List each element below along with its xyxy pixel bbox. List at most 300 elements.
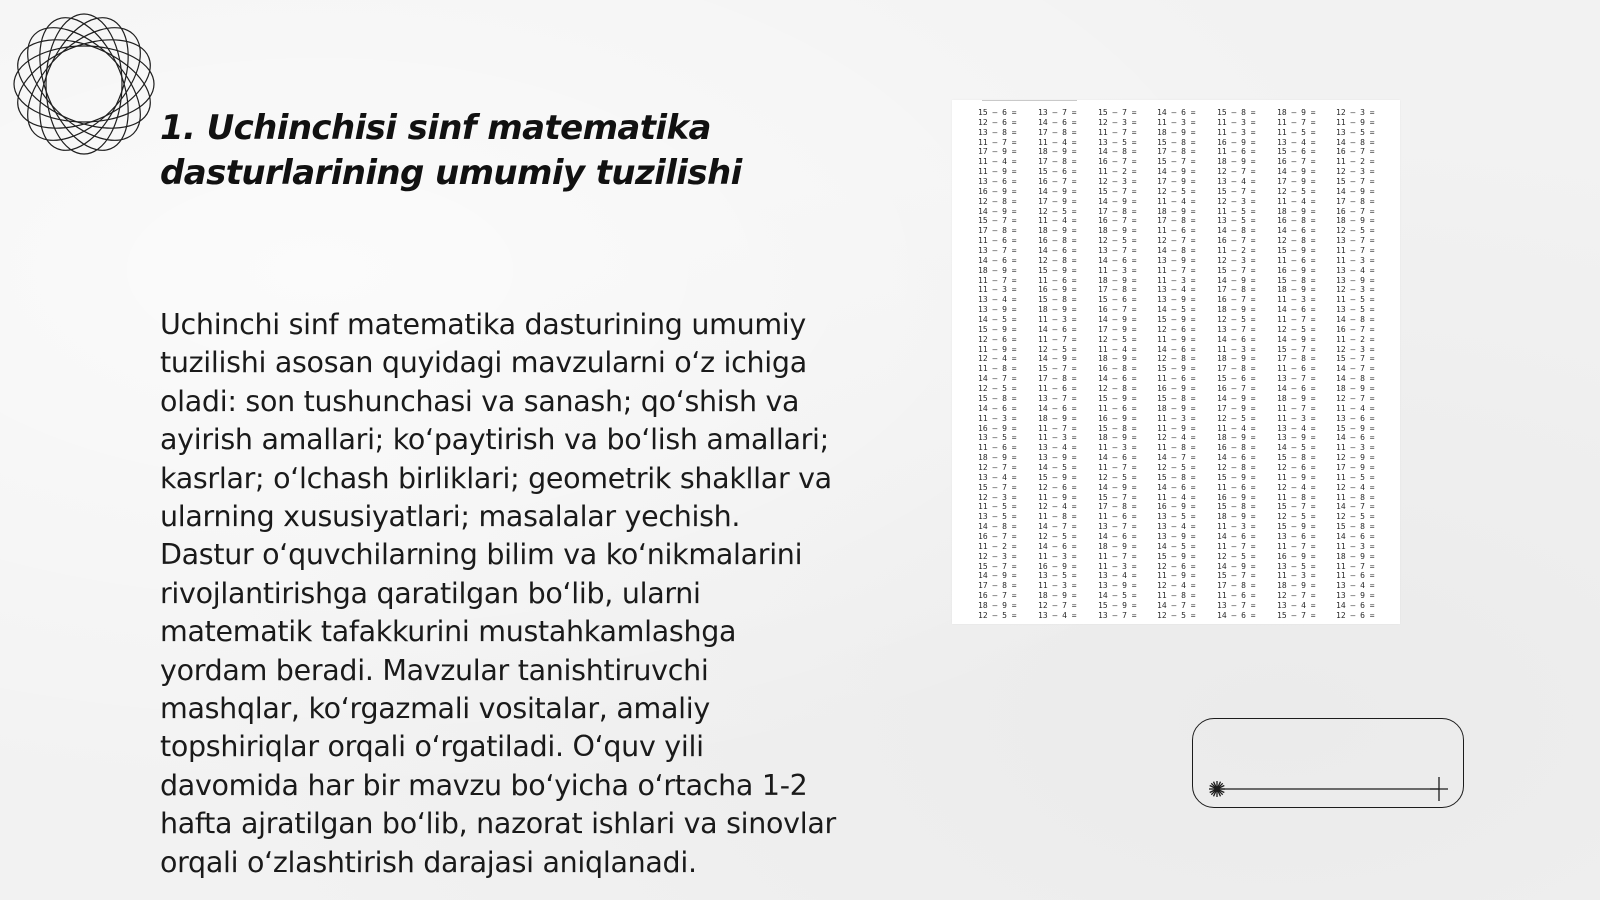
worksheet-problem: 14 – 9 = [1038,186,1077,196]
worksheet-problem: 12 – 5 = [1098,334,1137,344]
worksheet-problem: 11 – 4 = [1157,492,1196,502]
worksheet-problem: 11 – 4 = [1336,403,1375,413]
worksheet-problem: 17 – 9 = [1038,196,1077,206]
worksheet-problem: 11 – 6 = [1217,482,1256,492]
worksheet-problem: 11 – 9 = [1336,117,1375,127]
worksheet-problem: 12 – 8 = [1038,255,1077,265]
worksheet-problem: 12 – 3 = [1217,255,1256,265]
worksheet-problem: 12 – 3 = [1336,108,1375,117]
worksheet-problem: 15 – 7 = [1336,354,1375,364]
worksheet-problem: 11 – 4 = [1038,137,1077,147]
worksheet-problem: 11 – 6 = [1098,512,1137,522]
worksheet-problem: 13 – 5 = [978,512,1017,522]
worksheet-problem: 15 – 9 = [1336,423,1375,433]
worksheet-problem: 15 – 8 = [1277,453,1316,463]
worksheet-problem: 13 – 4 = [1336,265,1375,275]
worksheet-problem: 16 – 9 = [1098,413,1137,423]
worksheet-problem: 14 – 6 = [1038,117,1077,127]
worksheet-problem: 11 – 6 = [1038,384,1077,394]
worksheet-problem: 12 – 3 = [1098,177,1137,187]
worksheet-problem: 14 – 7 = [978,374,1017,384]
worksheet-problem: 11 – 7 = [1217,541,1256,551]
worksheet-problem: 18 – 9 = [1157,403,1196,413]
worksheet-problem: 14 – 6 = [1277,226,1316,236]
worksheet-problem: 16 – 8 = [1217,443,1256,453]
worksheet-problem: 11 – 8 = [1038,512,1077,522]
worksheet-problem: 13 – 4 = [1336,581,1375,591]
worksheet-problem: 15 – 7 = [1336,177,1375,187]
worksheet-problem: 11 – 4 = [1098,344,1137,354]
worksheet-problem: 11 – 4 = [978,157,1017,167]
worksheet-problem: 12 – 3 = [1336,344,1375,354]
worksheet-problem: 13 – 5 = [1277,561,1316,571]
worksheet-problem: 14 – 6 = [1157,344,1196,354]
worksheet-problem: 11 – 7 = [1038,423,1077,433]
worksheet-problem: 15 – 7 = [1277,610,1316,620]
worksheet-problem: 14 – 6 = [1157,108,1196,117]
worksheet-problem: 11 – 5 = [1336,472,1375,482]
worksheet-problem: 14 – 5 = [1157,305,1196,315]
worksheet-problem: 15 – 9 = [978,324,1017,334]
worksheet-column [1098,108,1154,621]
worksheet-problem: 14 – 6 = [1277,384,1316,394]
worksheet-problem: 15 – 8 = [978,393,1017,403]
worksheet-problem: 14 – 6 = [1336,600,1375,610]
worksheet-problem: 17 – 9 = [1157,177,1196,187]
worksheet-problem: 17 – 8 = [1038,127,1077,137]
worksheet-problem: 14 – 9 = [1098,315,1137,325]
worksheet-problem: 14 – 9 = [1217,561,1256,571]
worksheet-problem: 11 – 4 = [1277,196,1316,206]
worksheet-problem: 15 – 9 = [1277,522,1316,532]
worksheet-problem: 14 – 7 = [1157,600,1196,610]
worksheet-problem: 11 – 8 = [1277,492,1316,502]
worksheet-problem: 17 – 8 = [1277,354,1316,364]
worksheet-problem: 12 – 6 = [1336,610,1375,620]
worksheet-problem: 14 – 8 = [1098,147,1137,157]
worksheet-problem: 18 – 9 = [1038,305,1077,315]
worksheet-problem: 13 – 9 = [1157,255,1196,265]
worksheet-problem: 11 – 2 = [978,541,1017,551]
worksheet-problem: 14 – 6 = [1098,255,1137,265]
worksheet-problem: 11 – 3 = [1038,581,1077,591]
worksheet-problem: 16 – 7 = [1098,216,1137,226]
worksheet-problem: 15 – 9 = [1038,472,1077,482]
worksheet-problem: 16 – 7 = [1277,157,1316,167]
worksheet-problem: 14 – 8 = [1336,315,1375,325]
worksheet-problem: 12 – 3 = [1098,117,1137,127]
worksheet-problem: 11 – 3 = [1217,127,1256,137]
worksheet-problem: 15 – 9 = [1157,364,1196,374]
worksheet-problem: 16 – 7 = [1217,295,1256,305]
worksheet-problem: 15 – 9 = [1217,472,1256,482]
worksheet-problem: 17 – 8 = [978,581,1017,591]
worksheet-problem: 15 – 9 = [1157,315,1196,325]
worksheet-problem: 15 – 8 = [1038,295,1077,305]
worksheet-problem: 14 – 7 = [1336,364,1375,374]
worksheet-problem: 11 – 5 = [1336,295,1375,305]
worksheet-problem: 15 – 9 = [1098,600,1137,610]
worksheet-problem: 15 – 7 = [1217,571,1256,581]
worksheet-problem: 11 – 3 = [978,285,1017,295]
worksheet-problem: 12 – 5 = [1217,413,1256,423]
worksheet-problem: 17 – 9 = [1098,324,1137,334]
worksheet-problem: 18 – 9 = [1038,226,1077,236]
worksheet-problem: 15 – 7 = [978,216,1017,226]
worksheet-problem: 13 – 4 = [1277,423,1316,433]
worksheet-problem: 15 – 9 = [1277,246,1316,256]
worksheet-problem: 11 – 6 = [978,236,1017,246]
worksheet-problem: 11 – 2 = [1336,157,1375,167]
worksheet-problem: 13 – 4 = [1098,571,1137,581]
worksheet-problem: 17 – 8 = [1098,285,1137,295]
worksheet-problem: 13 – 9 = [1038,453,1077,463]
worksheet-problem: 17 – 8 = [1217,364,1256,374]
worksheet-problem: 12 – 7 = [1217,167,1256,177]
worksheet-problem: 14 – 5 = [978,315,1017,325]
worksheet-problem: 11 – 7 = [1098,551,1137,561]
worksheet-problem: 18 – 9 = [1098,275,1137,285]
worksheet-problem: 14 – 6 = [978,403,1017,413]
worksheet-problem: 15 – 7 = [1217,186,1256,196]
worksheet-problem: 14 – 6 = [1217,334,1256,344]
worksheet-problem: 18 – 9 = [1098,226,1137,236]
worksheet-problem: 12 – 5 = [1217,315,1256,325]
worksheet-problem: 14 – 6 = [1038,403,1077,413]
worksheet-problem: 14 – 8 = [1336,137,1375,147]
worksheet-problem: 16 – 7 = [1098,305,1137,315]
worksheet-problem: 15 – 8 = [1277,275,1316,285]
starburst-icon [1209,781,1225,797]
worksheet-problem: 11 – 5 = [1277,127,1316,137]
worksheet-problem: 18 – 9 = [1277,108,1316,117]
worksheet-problem: 14 – 9 = [1277,334,1316,344]
worksheet-problem: 12 – 3 = [978,551,1017,561]
worksheet-problem: 11 – 4 = [1038,216,1077,226]
worksheet-problem: 16 – 7 = [1336,324,1375,334]
worksheet-problem: 13 – 6 = [1336,413,1375,423]
worksheet-problem: 13 – 7 = [1277,374,1316,384]
worksheet-problem: 15 – 7 = [1038,364,1077,374]
worksheet-problem: 12 – 8 = [1098,384,1137,394]
worksheet-column [978,108,1034,621]
crosshair-plus-icon [1430,777,1448,801]
worksheet-problem: 12 – 3 = [1336,285,1375,295]
worksheet-problem: 18 – 9 = [1217,157,1256,167]
worksheet-problem: 11 – 6 = [1217,591,1256,601]
worksheet-problem: 13 – 5 = [1336,127,1375,137]
worksheet-problem: 11 – 5 = [978,502,1017,512]
worksheet-problem: 13 – 4 = [1217,177,1256,187]
worksheet-problem: 16 – 9 = [1038,285,1077,295]
worksheet-problem: 13 – 5 = [1217,216,1256,226]
worksheet-problem: 12 – 7 = [1336,393,1375,403]
worksheet-problem: 17 – 9 = [1217,403,1256,413]
worksheet-problem: 13 – 9 = [1277,433,1316,443]
worksheet-problem: 17 – 8 = [1098,206,1137,216]
worksheet-problem: 14 – 7 = [1336,502,1375,512]
worksheet-problem: 11 – 6 = [1277,255,1316,265]
worksheet-problem: 13 – 7 = [1336,236,1375,246]
worksheet-problem: 14 – 5 = [1038,462,1077,472]
worksheet-problem: 11 – 9 = [1038,492,1077,502]
worksheet-problem: 11 – 6 = [1038,275,1077,285]
worksheet-problem: 14 – 6 = [1038,324,1077,334]
subtraction-worksheet [952,100,1400,624]
worksheet-problem: 12 – 5 = [1336,226,1375,236]
worksheet-problem: 12 – 3 = [1336,167,1375,177]
worksheet-problem: 16 – 7 = [1098,157,1137,167]
worksheet-problem: 15 – 8 = [1336,522,1375,532]
worksheet-problem: 11 – 9 = [1157,571,1196,581]
worksheet-problem: 11 – 6 = [1157,226,1196,236]
worksheet-problem: 16 – 7 = [978,531,1017,541]
worksheet-problem: 12 – 5 = [1038,206,1077,216]
worksheet-problem: 16 – 7 = [978,591,1017,601]
worksheet-problem: 14 – 9 = [1098,482,1137,492]
worksheet-problem: 14 – 8 = [1157,246,1196,256]
worksheet-problem: 12 – 4 = [1038,502,1077,512]
worksheet-problem: 13 – 4 = [1157,522,1196,532]
worksheet-problem: 11 – 3 = [1336,255,1375,265]
worksheet-problem: 15 – 6 = [978,108,1017,117]
worksheet-problem: 15 – 8 = [1157,393,1196,403]
worksheet-problem: 12 – 7 = [1277,591,1316,601]
worksheet-problem: 11 – 3 = [1038,433,1077,443]
worksheet-problem: 14 – 9 = [1038,354,1077,364]
worksheet-problem: 18 – 9 = [1277,285,1316,295]
worksheet-problem: 14 – 8 = [978,522,1017,532]
worksheet-problem: 11 – 3 = [1098,443,1137,453]
worksheet-problem: 15 – 8 = [1157,472,1196,482]
worksheet-problem: 12 – 5 = [1277,324,1316,334]
worksheet-problem: 16 – 7 = [1336,147,1375,157]
worksheet-problem: 13 – 7 = [978,246,1017,256]
worksheet-problem: 15 – 7 = [1217,265,1256,275]
worksheet-problem: 13 – 9 = [1157,295,1196,305]
slide-title: 1. Uchinchisi sinf matematika dasturlarining umumiy tuzilishi [160,108,742,193]
worksheet-problem: 12 – 4 = [1157,581,1196,591]
worksheet-problem: 11 – 6 = [1098,403,1137,413]
worksheet-problem: 15 – 6 = [1038,167,1077,177]
worksheet-problem: 14 – 6 = [1277,305,1316,315]
worksheet-problem: 17 – 8 = [1038,374,1077,384]
worksheet-problem: 16 – 9 = [978,423,1017,433]
worksheet-problem: 11 – 6 = [1157,374,1196,384]
worksheet-problem: 16 – 9 = [1038,561,1077,571]
worksheet-problem: 11 – 7 = [978,137,1017,147]
worksheet-problem: 13 – 5 = [978,433,1017,443]
worksheet-problem: 12 – 5 = [1157,186,1196,196]
worksheet-problem: 11 – 7 = [1277,315,1316,325]
worksheet-problem: 13 – 5 = [1157,512,1196,522]
worksheet-problem: 11 – 3 = [1336,541,1375,551]
worksheet-problem: 11 – 3 = [1038,315,1077,325]
worksheet-problem: 11 – 7 = [1098,127,1137,137]
worksheet-problem: 15 – 7 = [1157,157,1196,167]
worksheet-problem: 11 – 2 = [1098,167,1137,177]
worksheet-problem: 11 – 3 = [978,413,1017,423]
worksheet-problem: 18 – 9 = [1336,216,1375,226]
worksheet-problem: 13 – 4 = [1277,600,1316,610]
worksheet-problem: 12 – 8 = [1217,462,1256,472]
worksheet-problem: 12 – 5 = [1157,610,1196,620]
worksheet-problem: 11 – 4 = [1157,196,1196,206]
worksheet-problem: 11 – 7 = [1277,403,1316,413]
worksheet-problem: 11 – 6 = [1277,364,1316,374]
worksheet-problem: 17 – 8 = [1038,157,1077,167]
worksheet-problem: 18 – 9 = [1157,127,1196,137]
worksheet-problem: 18 – 9 = [1098,541,1137,551]
worksheet-problem: 11 – 3 = [1277,413,1316,423]
worksheet-problem: 11 – 9 = [978,344,1017,354]
worksheet-problem: 12 – 6 = [978,334,1017,344]
worksheet-problem: 18 – 9 = [1336,384,1375,394]
worksheet-problem: 14 – 9 = [1217,393,1256,403]
worksheet-problem: 18 – 9 = [1098,433,1137,443]
worksheet-problem: 17 – 9 = [978,147,1017,157]
worksheet-problem: 11 – 7 = [1336,246,1375,256]
worksheet-problem: 13 – 4 = [1038,610,1077,620]
worksheet-problem: 14 – 6 = [1157,482,1196,492]
worksheet-problem: 13 – 8 = [978,127,1017,137]
worksheet-problem: 11 – 7 = [1098,462,1137,472]
worksheet-problem: 13 – 4 = [1038,443,1077,453]
worksheet-problem: 11 – 6 = [978,443,1017,453]
worksheet-problem: 11 – 5 = [1217,206,1256,216]
worksheet-problem: 14 – 6 = [1098,531,1137,541]
worksheet-problem: 11 – 7 = [1277,117,1316,127]
worksheet-problem: 14 – 5 = [1277,443,1316,453]
worksheet-problem: 11 – 3 = [1217,522,1256,532]
worksheet-problem: 18 – 9 = [1217,512,1256,522]
worksheet-problem: 16 – 9 = [1217,137,1256,147]
worksheet-problem: 13 – 4 = [1157,285,1196,295]
worksheet-problem: 15 – 8 = [1098,423,1137,433]
worksheet-problem: 18 – 9 = [1277,206,1316,216]
worksheet-problem: 17 – 8 = [1336,196,1375,206]
worksheet-problem: 13 – 5 = [1336,305,1375,315]
worksheet-problem: 15 – 7 = [1098,492,1137,502]
worksheet-problem: 16 – 8 = [1098,364,1137,374]
worksheet-problem: 15 – 9 = [1098,393,1137,403]
worksheet-problem: 18 – 9 = [1038,413,1077,423]
worksheet-problem: 11 – 3 = [1336,443,1375,453]
worksheet-problem: 12 – 8 = [1277,236,1316,246]
worksheet-problem: 13 – 7 = [1098,522,1137,532]
worksheet-problem: 16 – 7 = [1038,177,1077,187]
worksheet-problem: 12 – 5 = [1217,551,1256,561]
worksheet-problem: 14 – 7 = [1038,522,1077,532]
worksheet-problem: 13 – 4 = [978,472,1017,482]
worksheet-problem: 11 – 9 = [978,167,1017,177]
worksheet-problem: 11 – 3 = [1157,413,1196,423]
worksheet-problem: 15 – 7 = [1098,108,1137,117]
worksheet-problem: 12 – 6 = [1157,561,1196,571]
worksheet-problem: 14 – 5 = [1157,541,1196,551]
worksheet-problem: 16 – 8 = [1277,216,1316,226]
worksheet-problem: 12 – 5 = [1157,462,1196,472]
worksheet-problem: 15 – 9 = [1157,551,1196,561]
worksheet-problem: 15 – 6 = [1217,374,1256,384]
worksheet-problem: 14 – 6 = [1217,610,1256,620]
worksheet-problem: 15 – 7 = [1277,344,1316,354]
worksheet-problem: 11 – 2 = [1336,334,1375,344]
worksheet-problem: 13 – 4 = [978,295,1017,305]
worksheet-problem: 16 – 9 = [1157,502,1196,512]
worksheet-problem: 12 – 6 = [1277,462,1316,472]
decorative-slider-widget [1192,718,1464,808]
worksheet-problem: 12 – 3 = [978,492,1017,502]
worksheet-problem: 12 – 8 = [1157,354,1196,364]
worksheet-problem: 13 – 7 = [1098,246,1137,256]
worksheet-problem: 18 – 9 = [1217,305,1256,315]
worksheet-problem: 12 – 5 = [978,384,1017,394]
worksheet-problem: 15 – 9 = [1038,265,1077,275]
worksheet-problem: 18 – 9 = [978,453,1017,463]
worksheet-problem: 11 – 7 = [1157,265,1196,275]
worksheet-problem: 11 – 6 = [1336,571,1375,581]
worksheet-grid [978,108,1393,620]
worksheet-problem: 17 – 8 = [1217,581,1256,591]
worksheet-problem: 12 – 5 = [978,610,1017,620]
worksheet-problem: 13 – 5 = [1098,137,1137,147]
worksheet-column [1217,108,1273,621]
worksheet-problem: 13 – 9 = [1157,531,1196,541]
worksheet-problem: 16 – 7 = [1217,384,1256,394]
worksheet-problem: 16 – 9 = [1277,551,1316,561]
worksheet-problem: 12 – 5 = [1038,531,1077,541]
worksheet-column [1157,108,1213,621]
worksheet-problem: 18 – 9 = [1336,551,1375,561]
worksheet-problem: 18 – 9 = [1038,591,1077,601]
worksheet-problem: 15 – 8 = [1157,137,1196,147]
worksheet-problem: 14 – 9 = [1277,167,1316,177]
worksheet-problem: 18 – 9 = [1277,581,1316,591]
worksheet-problem: 16 – 7 = [1217,236,1256,246]
worksheet-problem: 13 – 4 = [1277,137,1316,147]
worksheet-problem: 12 – 7 = [1038,600,1077,610]
worksheet-problem: 14 – 5 = [1098,591,1137,601]
worksheet-problem: 17 – 8 = [978,226,1017,236]
worksheet-problem: 11 – 8 = [1157,591,1196,601]
worksheet-column [1336,108,1392,621]
worksheet-top-line [982,100,1077,101]
worksheet-problem: 12 – 7 = [1157,236,1196,246]
worksheet-problem: 15 – 8 = [1217,108,1256,117]
worksheet-problem: 15 – 6 = [1277,147,1316,157]
worksheet-problem: 11 – 6 = [1217,147,1256,157]
worksheet-problem: 11 – 3 = [1217,344,1256,354]
worksheet-problem: 11 – 3 = [1277,295,1316,305]
worksheet-problem: 11 – 8 = [978,364,1017,374]
worksheet-problem: 14 – 8 = [1336,374,1375,384]
worksheet-problem: 12 – 4 = [978,354,1017,364]
worksheet-problem: 14 – 6 = [978,255,1017,265]
worksheet-problem: 14 – 6 = [1038,541,1077,551]
worksheet-problem: 14 – 6 = [1217,531,1256,541]
worksheet-problem: 17 – 8 = [1217,285,1256,295]
worksheet-problem: 14 – 6 = [1098,374,1137,384]
worksheet-problem: 16 – 9 = [978,186,1017,196]
worksheet-column [1038,108,1094,621]
worksheet-problem: 14 – 6 = [1336,531,1375,541]
worksheet-problem: 12 – 5 = [1038,344,1077,354]
worksheet-problem: 18 – 9 = [1217,354,1256,364]
worksheet-problem: 13 – 9 = [1336,591,1375,601]
worksheet-problem: 13 – 9 = [978,305,1017,315]
worksheet-problem: 11 – 4 = [1217,423,1256,433]
